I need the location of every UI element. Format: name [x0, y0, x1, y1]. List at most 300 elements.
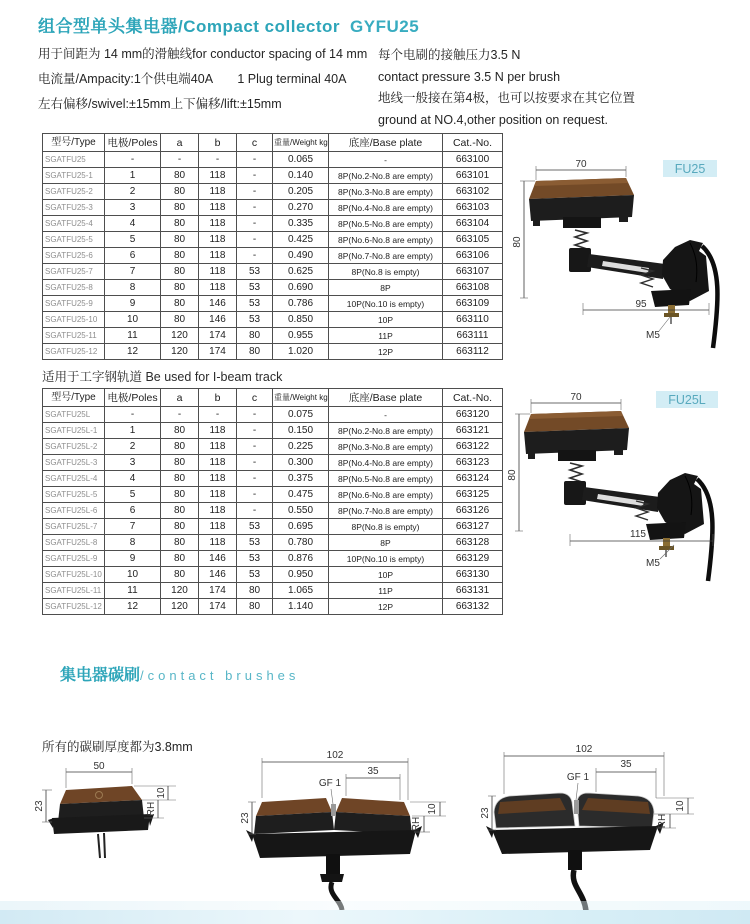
table-cell: 3	[105, 455, 161, 471]
title-zh: 组合型单头集电器	[38, 17, 178, 36]
table-cell: 80	[161, 503, 199, 519]
table-cell: 53	[237, 567, 273, 583]
table-cell: 663129	[443, 551, 503, 567]
table-cell: 11P	[329, 583, 443, 599]
table-cell: 1.140	[273, 599, 329, 615]
table-row	[43, 264, 503, 280]
table-cell: 663108	[443, 280, 503, 296]
table-cell: 80	[161, 312, 199, 328]
table-cell: 0.300	[273, 455, 329, 471]
table-cell: 1	[105, 423, 161, 439]
table-row	[43, 423, 503, 439]
table-row	[43, 200, 503, 216]
table-cell: 9	[105, 551, 161, 567]
table-cell: 53	[237, 280, 273, 296]
table-row	[43, 248, 503, 264]
table-cell: 174	[199, 599, 237, 615]
table-cell: 174	[199, 344, 237, 360]
table-cell: SGATFU25-5	[43, 232, 105, 248]
table-row	[43, 152, 503, 168]
table-row	[43, 503, 503, 519]
dim-r1: 10	[675, 800, 686, 812]
column-header: 型号/Type	[43, 389, 105, 407]
dim-r2: RH	[146, 801, 157, 817]
dim-width: 102	[575, 744, 593, 755]
screw-label: M5	[646, 330, 660, 341]
column-header: 重量/Weight kg	[273, 134, 329, 152]
table-body	[43, 407, 503, 615]
page-title	[38, 12, 419, 37]
dim-seg: 35	[620, 759, 632, 770]
table-cell: 12	[105, 599, 161, 615]
table-cell: SGATFU25-7	[43, 264, 105, 280]
stem-nut	[320, 874, 344, 882]
dim-left: 80	[507, 469, 518, 481]
table-cell: 53	[237, 312, 273, 328]
table-cell: 8P(No.2-No.8 are empty)	[329, 423, 443, 439]
intro-right-block	[378, 45, 733, 131]
column-header: c	[237, 389, 273, 407]
table-cell: 9	[105, 296, 161, 312]
table-cell: -	[237, 200, 273, 216]
table-cell: 80	[161, 423, 199, 439]
table-cell: 80	[161, 232, 199, 248]
table-cell: 0.150	[273, 423, 329, 439]
column-header: b	[199, 389, 237, 407]
table-cell: 8P(No.8 is empty)	[329, 264, 443, 280]
table-cell: 8P(No.3-No.8 are empty)	[329, 184, 443, 200]
table-row	[43, 344, 503, 360]
table-cell: 80	[161, 280, 199, 296]
table-row	[43, 487, 503, 503]
table-cell: 118	[199, 168, 237, 184]
intro-left-block	[38, 42, 373, 117]
intro-line: contact pressure 3.5 N per brush	[378, 69, 561, 84]
table-cell: 0.225	[273, 439, 329, 455]
column-header: 底座/Base plate	[329, 134, 443, 152]
table-cell: 120	[161, 583, 199, 599]
fu25-label: FU25	[674, 162, 706, 176]
dim-width: 50	[93, 761, 105, 772]
table-cell: 8P(No.3-No.8 are empty)	[329, 439, 443, 455]
table-cell: 53	[237, 296, 273, 312]
table-cell: 7	[105, 519, 161, 535]
single-brush-drawing	[36, 756, 216, 906]
table-cell: 663104	[443, 216, 503, 232]
table-cell: 10P(No.10 is empty)	[329, 551, 443, 567]
table-cell: 0.425	[273, 232, 329, 248]
table-cell: -	[237, 152, 273, 168]
table-cell: 80	[161, 455, 199, 471]
table-cell: 118	[199, 184, 237, 200]
table-cell: 8	[105, 280, 161, 296]
spec-table-fu25l	[42, 388, 503, 615]
column-header: Cat.-No.	[443, 389, 503, 407]
stem	[326, 854, 340, 874]
table-cell: 663109	[443, 296, 503, 312]
table-cell: 146	[199, 567, 237, 583]
intro-line: 用于间距为 14 mm的滑触线for conductor spacing of 14 mm	[38, 47, 368, 61]
table-cell: 663120	[443, 407, 503, 423]
table-cell: -	[161, 407, 199, 423]
table-cell: 174	[199, 583, 237, 599]
table-cell: 663102	[443, 184, 503, 200]
table-cell: -	[237, 487, 273, 503]
table-cell: SGATFU25L-9	[43, 551, 105, 567]
dim-height: 23	[34, 800, 45, 812]
column-header: 电极/Poles	[105, 389, 161, 407]
dim-left: 23	[480, 807, 491, 819]
gf-label: GF 1	[566, 772, 590, 783]
table-cell: 0.695	[273, 519, 329, 535]
table-cell: 8P(No.5-No.8 are empty)	[329, 471, 443, 487]
table-cell: SGATFU25L-7	[43, 519, 105, 535]
table-row	[43, 216, 503, 232]
table-cell: 80	[161, 200, 199, 216]
center-clip	[331, 804, 336, 816]
table-cell: -	[237, 184, 273, 200]
dim-r2: RH	[411, 816, 422, 832]
brush-pins	[98, 833, 105, 858]
table-cell: 118	[199, 200, 237, 216]
brush-bracket	[492, 826, 658, 854]
table-cell: 80	[237, 583, 273, 599]
intro-line: 电流量/Ampacity:1个供电端40A 1 Plug terminal 40A	[38, 72, 347, 86]
table-cell: 663101	[443, 168, 503, 184]
table-cell: SGATFU25L-8	[43, 535, 105, 551]
table-cell: SGATFU25L-12	[43, 599, 105, 615]
table-cell: -	[199, 152, 237, 168]
table-cell: 0.876	[273, 551, 329, 567]
table-cell: 8P(No.4-No.8 are empty)	[329, 200, 443, 216]
table-cell: 8P(No.2-No.8 are empty)	[329, 168, 443, 184]
table-cell: 118	[199, 232, 237, 248]
table-cell: 53	[237, 264, 273, 280]
table-cell: 118	[199, 455, 237, 471]
intro-line: ground at NO.4,other position on request.	[378, 112, 609, 127]
table-cell: 8P(No.8 is empty)	[329, 519, 443, 535]
table-cell: -	[237, 248, 273, 264]
table-cell: 8P	[329, 535, 443, 551]
table-cell: 0.075	[273, 407, 329, 423]
table-cell: -	[237, 232, 273, 248]
table-cell: 663106	[443, 248, 503, 264]
table-cell: 4	[105, 216, 161, 232]
table-cell: 8P(No.4-No.8 are empty)	[329, 455, 443, 471]
table-body	[43, 152, 503, 360]
brush-heading-en: /contact brushes	[140, 668, 300, 683]
table-cell: 663123	[443, 455, 503, 471]
dim-left: 23	[240, 812, 251, 824]
table-cell: 0.490	[273, 248, 329, 264]
dim-top: 70	[575, 159, 587, 170]
table-cell: 53	[237, 551, 273, 567]
dim-r2: RH	[657, 813, 668, 829]
table-row	[43, 328, 503, 344]
table-cell: 0.950	[273, 567, 329, 583]
center-clip	[574, 800, 579, 814]
table-cell: 0.335	[273, 216, 329, 232]
table-cell: 118	[199, 503, 237, 519]
table-cell: 7	[105, 264, 161, 280]
table-cell: 0.475	[273, 487, 329, 503]
table-cell: SGATFU25L-3	[43, 455, 105, 471]
table-cell: 80	[161, 471, 199, 487]
table-cell: 174	[199, 328, 237, 344]
table-cell: -	[237, 503, 273, 519]
table-row	[43, 407, 503, 423]
bottom-decoration-fade	[0, 901, 750, 910]
table-row	[43, 455, 503, 471]
table-cell: 80	[161, 519, 199, 535]
table-cell: 80	[161, 487, 199, 503]
bracket-wing-left	[48, 818, 54, 828]
table-cell: 2	[105, 439, 161, 455]
fu25-technical-drawing	[513, 150, 748, 350]
fu25l-label: FU25L	[668, 393, 706, 407]
table-cell: 118	[199, 535, 237, 551]
table-cell: SGATFU25	[43, 152, 105, 168]
table-cell: 0.780	[273, 535, 329, 551]
table-cell: 80	[161, 216, 199, 232]
table-cell: 0.850	[273, 312, 329, 328]
table-cell: 663112	[443, 344, 503, 360]
table-cell: SGATFU25L-5	[43, 487, 105, 503]
table-cell: 2	[105, 184, 161, 200]
dim-width: 102	[326, 750, 344, 761]
table-cell: 10P	[329, 312, 443, 328]
intro-line: 左右偏移/swivel:±15mm上下偏移/lift:±15mm	[38, 97, 282, 111]
table-row	[43, 280, 503, 296]
table-cell: 146	[199, 312, 237, 328]
table-cell: 0.205	[273, 184, 329, 200]
dim-seg: 35	[367, 766, 379, 777]
table-cell: SGATFU25-12	[43, 344, 105, 360]
table-cell: 11	[105, 328, 161, 344]
title-model: GYFU25	[350, 17, 420, 36]
table-cell: 118	[199, 519, 237, 535]
table-cell: SGATFU25L-1	[43, 423, 105, 439]
table-cell: SGATFU25L-2	[43, 439, 105, 455]
table-cell: 3	[105, 200, 161, 216]
bracket-wing-left	[246, 830, 254, 842]
table-cell: 663121	[443, 423, 503, 439]
table-cell: -	[329, 407, 443, 423]
table-cell: -	[199, 407, 237, 423]
table-cell: 4	[105, 471, 161, 487]
column-header: 型号/Type	[43, 134, 105, 152]
table-cell: -	[105, 152, 161, 168]
table-cell: SGATFU25-10	[43, 312, 105, 328]
brush-bracket	[252, 830, 416, 858]
bracket-wing-left	[486, 826, 494, 838]
table-cell: 663122	[443, 439, 503, 455]
table-cell: 80	[161, 184, 199, 200]
table-cell: 11	[105, 583, 161, 599]
intro-line: 每个电刷的接触压力3.5 N	[378, 48, 521, 62]
table-cell: 8	[105, 535, 161, 551]
table-cell: 146	[199, 296, 237, 312]
table-cell: 0.375	[273, 471, 329, 487]
table-cell: 118	[199, 423, 237, 439]
dim-top: 70	[570, 392, 582, 403]
table-cell: SGATFU25-6	[43, 248, 105, 264]
table-cell: 8P(No.5-No.8 are empty)	[329, 216, 443, 232]
table-cell: -	[237, 439, 273, 455]
table-cell: 10P(No.10 is empty)	[329, 296, 443, 312]
table-cell: 12P	[329, 599, 443, 615]
table-cell: 663107	[443, 264, 503, 280]
table-cell: 6	[105, 248, 161, 264]
table-row	[43, 599, 503, 615]
table-cell: 8P	[329, 280, 443, 296]
bottom-decoration-bar	[0, 910, 750, 924]
table-cell: -	[237, 168, 273, 184]
table-cell: SGATFU25-9	[43, 296, 105, 312]
dim-r1: 10	[156, 787, 167, 799]
table-cell: 118	[199, 248, 237, 264]
table-cell: SGATFU25-2	[43, 184, 105, 200]
table-cell: 80	[161, 535, 199, 551]
table-cell: 53	[237, 535, 273, 551]
table-row	[43, 567, 503, 583]
dim-r1: 10	[427, 803, 438, 815]
table-cell: 10	[105, 567, 161, 583]
table-cell: 663105	[443, 232, 503, 248]
collector-illustration	[529, 178, 717, 348]
table-cell: 663110	[443, 312, 503, 328]
table-cell: 80	[237, 344, 273, 360]
table-cell: -	[161, 152, 199, 168]
table-cell: 80	[237, 599, 273, 615]
table-cell: SGATFU25L-10	[43, 567, 105, 583]
table-cell: SGATFU25L	[43, 407, 105, 423]
table-cell: 8P(No.7-No.8 are empty)	[329, 248, 443, 264]
column-header: Cat.-No.	[443, 134, 503, 152]
table-cell: 663132	[443, 599, 503, 615]
brush-heading-zh: 集电器碳刷	[60, 667, 141, 684]
table-cell: 80	[161, 248, 199, 264]
column-header: 电极/Poles	[105, 134, 161, 152]
table-row	[43, 551, 503, 567]
table-cell: 80	[161, 296, 199, 312]
table-cell: 663125	[443, 487, 503, 503]
table-cell: 0.550	[273, 503, 329, 519]
brush-section-heading	[60, 662, 299, 685]
column-header: a	[161, 134, 199, 152]
table-cell: -	[237, 455, 273, 471]
gf-label: GF 1	[318, 778, 342, 789]
table-cell: SGATFU25L-6	[43, 503, 105, 519]
table-cell: 5	[105, 487, 161, 503]
table-cell: SGATFU25-8	[43, 280, 105, 296]
brush-thickness-note: 所有的碳刷厚度都为3.8mm	[42, 740, 193, 754]
table-cell: 0.786	[273, 296, 329, 312]
table-row	[43, 232, 503, 248]
table-cell: 118	[199, 471, 237, 487]
table-row	[43, 168, 503, 184]
stem	[568, 850, 582, 870]
table-cell: 80	[161, 567, 199, 583]
table-cell: 0.625	[273, 264, 329, 280]
column-header: a	[161, 389, 199, 407]
table-cell: 663103	[443, 200, 503, 216]
table-cell: 12P	[329, 344, 443, 360]
double-brush-round-drawing	[480, 736, 735, 911]
table-cell: 663126	[443, 503, 503, 519]
table-cell: -	[237, 471, 273, 487]
table-cell: 118	[199, 439, 237, 455]
table-cell: 1.020	[273, 344, 329, 360]
table-cell: 12	[105, 344, 161, 360]
table-cell: 1	[105, 168, 161, 184]
spec-table-fu25	[42, 133, 503, 360]
column-header: 重量/Weight kg	[273, 389, 329, 407]
table-cell: 0.140	[273, 168, 329, 184]
table-row	[43, 439, 503, 455]
table-cell: 118	[199, 216, 237, 232]
table-cell: 5	[105, 232, 161, 248]
screw-label: M5	[646, 558, 660, 569]
column-header: c	[237, 134, 273, 152]
table-cell: 80	[237, 328, 273, 344]
table-cell: 8P(No.7-No.8 are empty)	[329, 503, 443, 519]
table-cell: -	[105, 407, 161, 423]
table-row	[43, 471, 503, 487]
table-cell: 1.065	[273, 583, 329, 599]
table-cell: 0.270	[273, 200, 329, 216]
table-cell: 118	[199, 264, 237, 280]
fu25l-technical-drawing	[508, 383, 743, 583]
table-cell: 118	[199, 487, 237, 503]
table-cell: -	[237, 423, 273, 439]
column-header: b	[199, 134, 237, 152]
table-cell: 663100	[443, 152, 503, 168]
dim-bottom: 95	[635, 299, 647, 310]
table-row	[43, 583, 503, 599]
table-cell: 10	[105, 312, 161, 328]
table-cell: 120	[161, 328, 199, 344]
table-cell: SGATFU25L-11	[43, 583, 105, 599]
dim-left: 80	[512, 236, 523, 248]
table-cell: 663130	[443, 567, 503, 583]
table-cell: 663127	[443, 519, 503, 535]
intro-line: 地线一般接在第4极，也可以按要求在其它位置	[378, 91, 635, 105]
table-cell: 10P	[329, 567, 443, 583]
table-cell: SGATFU25-1	[43, 168, 105, 184]
table-cell: 146	[199, 551, 237, 567]
table-cell: SGATFU25-3	[43, 200, 105, 216]
table-cell: 8P(No.6-No.8 are empty)	[329, 232, 443, 248]
table-cell: SGATFU25-11	[43, 328, 105, 344]
table-cell: 11P	[329, 328, 443, 344]
table-cell: 0.955	[273, 328, 329, 344]
table-row	[43, 184, 503, 200]
column-header: 底座/Base plate	[329, 389, 443, 407]
table-cell: -	[237, 407, 273, 423]
table-cell: 0.065	[273, 152, 329, 168]
table-cell: 80	[161, 551, 199, 567]
table-cell: 118	[199, 280, 237, 296]
table-cell: 53	[237, 519, 273, 535]
double-brush-flat-drawing	[242, 742, 477, 910]
table-cell: 663111	[443, 328, 503, 344]
table-cell: SGATFU25L-4	[43, 471, 105, 487]
table-row	[43, 296, 503, 312]
table-cell: 80	[161, 439, 199, 455]
title-en: /Compact collector	[178, 17, 341, 36]
table-cell: 120	[161, 599, 199, 615]
